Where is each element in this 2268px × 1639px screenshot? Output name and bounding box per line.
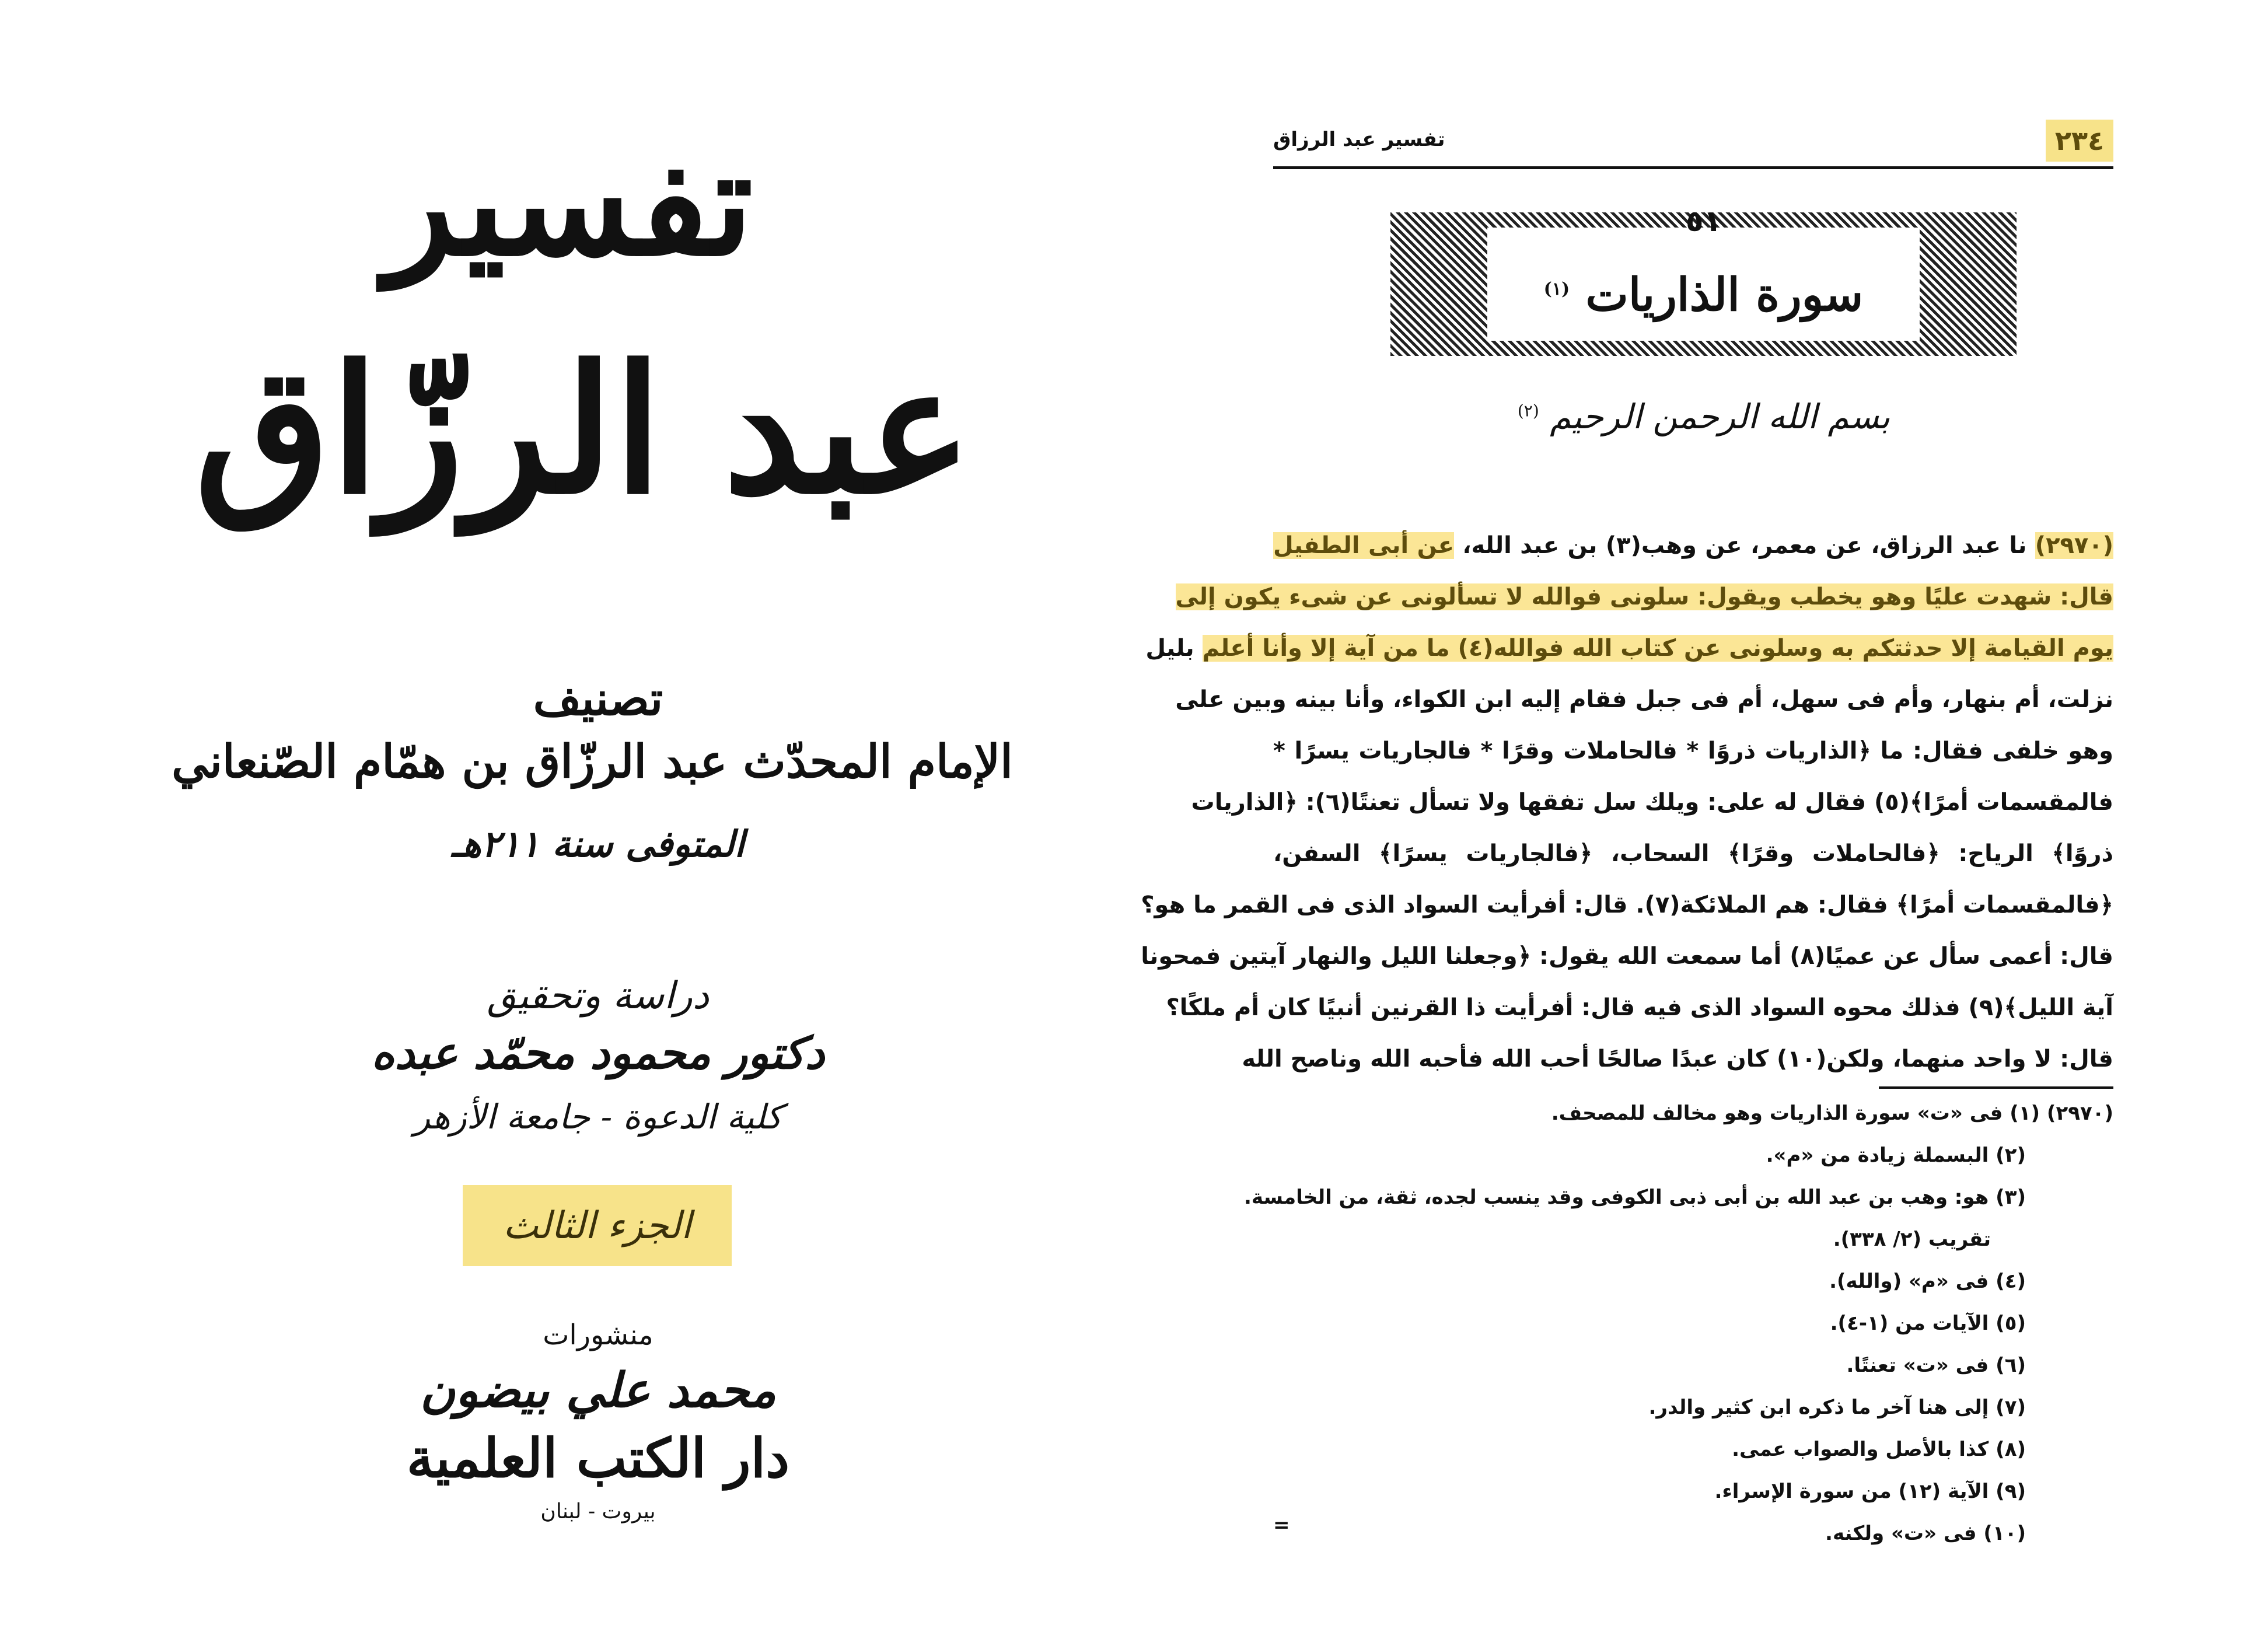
running-title: تفسير عبد الرزاق	[1273, 128, 1445, 151]
footnote: (١٠) فى «ت» ولكنه.	[1825, 1522, 2026, 1545]
hadith-number: (٢٩٧٠)	[2035, 532, 2113, 559]
footnote-divider	[1879, 1086, 2113, 1089]
text-line-2	[1175, 579, 2113, 614]
line-text: نا عبد الرزاق، عن معمر، عن وهب(٣) بن عبد الله،	[1453, 532, 2035, 559]
surah-footnote-ref: (١)	[1543, 279, 1570, 299]
text-line-1	[1273, 528, 2113, 563]
text-line-3	[1145, 631, 2113, 666]
publisher-person-logo: محمد علي بيضون	[420, 1362, 777, 1418]
text-line-6: فالمقسمات أمرًا﴾(٥) فقال له على: ويلك سل تفقها ولا تسأل تعنتًا(٦): ﴿الذاريات	[1191, 789, 2113, 816]
text-line-5: وهو خلفى فقال: ما ﴿الذاريات ذروًا * فالحاملات وقرًا * فالجاريات يسرًا *	[1273, 738, 2113, 764]
continuation-mark: =	[1273, 1514, 1290, 1537]
footnote: (٥) الآيات من (١-٤).	[1830, 1312, 2026, 1335]
volume-label: الجزء الثالث	[503, 1204, 691, 1247]
surah-number: ٥١	[1685, 204, 1722, 238]
title-line-1: تفسير	[384, 117, 754, 288]
basmala-footnote-ref: (٢)	[1517, 401, 1539, 421]
highlighted-text: عن أبى الطفيل	[1273, 532, 1454, 559]
highlighted-text: قال: شهدت عليًا وهو يخطب ويقول: سلونى فوالله لا تسألونى عن شىء يكون إلى	[1175, 583, 2113, 610]
basmala-text: بسم الله الرحمن الرحيم	[1550, 397, 1890, 436]
authored-label: تصنيف	[533, 671, 663, 726]
footnote: تقريب (٢/ ٣٣٨).	[1833, 1228, 1991, 1251]
publisher-logo: دار الكتب العلمية	[406, 1427, 790, 1490]
footnote: (٩) الآية (١٢) من سورة الإسراء.	[1714, 1480, 2026, 1503]
publications-label: منشورات	[543, 1319, 654, 1351]
running-header	[1273, 120, 2113, 169]
footnote: (٢٩٧٠) (١) فى «ت» سورة الذاريات وهو مخالف للمصحف.	[1551, 1102, 2113, 1125]
footnote: (٢) البسملة زيادة من «م».	[1766, 1144, 2026, 1167]
text-page	[1138, 0, 2268, 1639]
study-label: دراسة وتحقيق	[487, 974, 710, 1018]
text-line-8: ﴿فالمقسمات أمرًا﴾ فقال: هم الملائكة(٧). قال: أفرأيت السواد الذى فى القمر ما هو؟	[1141, 892, 2113, 918]
line-text: بليل	[1145, 635, 1203, 662]
basmala	[1488, 397, 1920, 436]
surah-name-text: سورة الذاريات	[1585, 268, 1864, 321]
footnote: (٧) إلى هنا آخر ما ذكره ابن كثير والدر.	[1648, 1396, 2026, 1419]
text-line-11: قال: لا واحد منهما، ولكن(١٠) كان عبدًا صالحًا أحب الله فأحبه الله وناصح الله	[1242, 1046, 2113, 1072]
death-year: المتوفى سنة ٢١١هـ	[452, 823, 745, 865]
page-number: ٢٣٤	[2046, 120, 2113, 162]
footnote: (٣) هو: وهب بن عبد الله بن أبى ذبى الكوفى وقد ينسب لجده، ثقة، من الخامسة.	[1243, 1186, 2026, 1209]
text-line-10: آية الليل﴾(٩) فذلك محوه السواد الذى فيه قال: أفرأيت ذا القرنين أنبيًا كان أم ملكًا؟	[1166, 994, 2113, 1021]
editor-name: دكتور محمود محمّد عبده	[371, 1027, 825, 1079]
publisher-city: بيروت - لبنان	[540, 1500, 656, 1523]
frame-center	[1487, 204, 1920, 341]
editor-affiliation: كلية الدعوة - جامعة الأزهر	[414, 1097, 782, 1137]
text-line-9: قال: أعمى سأل عن عميًا(٨) أما سمعت الله يقول: ﴿وجعلنا الليل والنهار آيتين فمحونا	[1141, 943, 2113, 970]
highlighted-text: يوم القيامة إلا حدثتكم به وسلونى عن كتاب الله فوالله(٤) ما من آية إلا وأنا أعلم	[1202, 635, 2113, 662]
title-line-2: عبد الرزّاق	[194, 327, 973, 533]
volume-highlight	[463, 1185, 732, 1266]
footnote: (٨) كذا بالأصل والصواب عمى.	[1732, 1438, 2026, 1461]
author-name: الإمام المحدّث عبد الرزّاق بن همّام الصّنعاني	[172, 735, 1013, 788]
footnote: (٦) فى «ت» تعنتًا.	[1846, 1354, 2026, 1377]
text-line-7: ذروًا﴾ الرياح: ﴿فالحاملات وقرًا﴾ السحاب، ﴿فالجاريات يسرًا﴾ السفن،	[1273, 840, 2113, 867]
text-line-4: نزلت، أم بنهار، وأم فى سهل، أم فى جبل فقام إليه ابن الكواء، وأنا بينه وبين على	[1175, 686, 2113, 713]
surah-title-frame	[1390, 204, 2017, 356]
footnote: (٤) فى «م» (والله).	[1829, 1270, 2026, 1293]
surah-name	[1487, 268, 1920, 321]
